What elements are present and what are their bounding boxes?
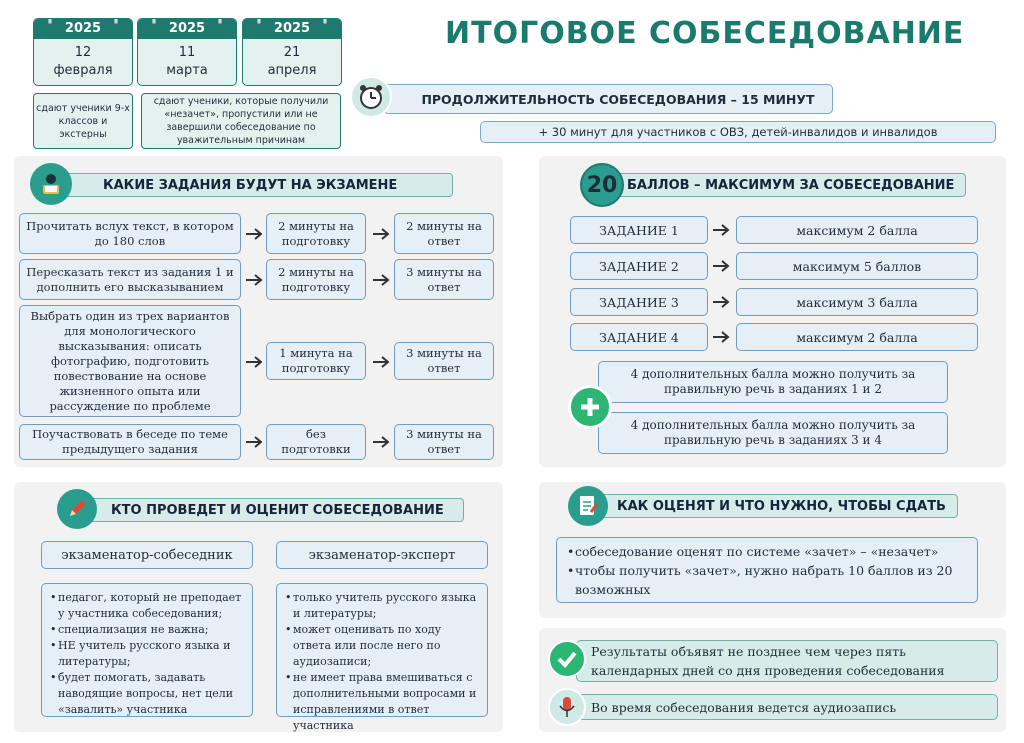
list-item: • НЕ учитель русского языка и литературы;: [50, 638, 244, 670]
date-card-2: [137, 18, 237, 86]
score-max-1: максимум 2 балла: [736, 216, 978, 244]
audio-note: Во время собеседования ведется аудиозапись: [576, 694, 998, 720]
arrow-right-icon: [372, 273, 390, 287]
bonus-2: 4 дополнительных балла можно получить за правильную речь в заданиях 3 и 4: [598, 412, 948, 454]
date-day: 11: [178, 45, 196, 60]
plus-icon: [568, 385, 612, 429]
duration-label: [383, 84, 833, 114]
arrow-right-icon: [712, 295, 730, 309]
list-item: • может оценивать по ходу ответа или после него по аудиозаписи;: [285, 622, 479, 670]
score-task-2: ЗАДАНИЕ 2: [570, 252, 708, 280]
interlocutor-title: экзаменатор-собеседник: [41, 541, 253, 569]
document-icon: [568, 486, 608, 526]
task-4-answer: 3 минуты на ответ: [394, 424, 494, 460]
arrow-right-icon: [712, 259, 730, 273]
arrow-right-icon: [372, 355, 390, 369]
duration-text: ПРОДОЛЖИТЕЛЬНОСТЬ СОБЕСЕДОВАНИЯ – 15 МИНУТ: [421, 91, 815, 107]
date-note-retake: сдают ученики, которые получили «незачет», пропустили или не завершили собеседование по уважительным причинам: [141, 93, 341, 149]
task-1-answer: 2 минуты на ответ: [394, 213, 494, 254]
interlocutor-list: [41, 583, 253, 717]
list-item: • чтобы получить «зачет», нужно набрать 10 баллов из 20 возможных: [567, 561, 967, 599]
grading-list: [556, 537, 978, 603]
list-item: • не имеет права вмешиваться с дополнительными вопросами и исправлениями в ответ участника: [285, 670, 479, 734]
date-month: февраля: [53, 63, 113, 78]
list-item: • будет помогать, задавать наводящие вопросы, нет цели «завалить» участника: [50, 670, 244, 718]
date-month: апреля: [267, 63, 317, 78]
score-max-3: максимум 3 балла: [736, 288, 978, 316]
date-note-first: сдают ученики 9-х классов и экстерны: [33, 93, 133, 149]
check-icon: [548, 640, 586, 678]
scores-header: БАЛЛОВ – МАКСИМУМ ЗА СОБЕСЕДОВАНИЕ: [604, 173, 966, 197]
arrow-right-icon: [245, 355, 263, 369]
arrow-right-icon: [245, 435, 263, 449]
date-card-1: [33, 18, 133, 86]
date-day: 12: [74, 45, 92, 60]
date-month: марта: [166, 63, 208, 78]
arrow-right-icon: [245, 227, 263, 241]
task-2-prep: 2 минуты на подготовку: [266, 259, 366, 300]
task-3: Выбрать один из трех вариантов для монологического высказывания: описать фотографию, подготовить повествование на основе жизненного опыта или рассуждение по проблеме: [19, 305, 241, 417]
list-item: • собеседование оценят по системе «зачет» – «незачет»: [567, 542, 967, 561]
score-task-4: ЗАДАНИЕ 4: [570, 323, 708, 351]
expert-list: [276, 583, 488, 732]
list-item: • педагог, который не преподает у участника собеседования;: [50, 590, 244, 622]
page-title: ИТОГОВОЕ СОБЕСЕДОВАНИЕ: [445, 16, 965, 51]
task-1-prep: 2 минуты на подготовку: [266, 213, 366, 254]
results-note: Результаты объявят не позднее чем через пять календарных дней со дня проведения собеседования: [576, 640, 998, 682]
arrow-right-icon: [372, 227, 390, 241]
score-task-1: ЗАДАНИЕ 1: [570, 216, 708, 244]
task-1: Прочитать вслух текст, в котором до 180 слов: [19, 213, 241, 254]
scores-badge-number: 20: [586, 172, 618, 198]
date-year: 2025: [243, 19, 341, 39]
student-icon: [30, 163, 72, 205]
microphone-icon: [548, 688, 586, 726]
pencil-icon: [57, 489, 97, 529]
grading-header: КАК ОЦЕНЯТ И ЧТО НУЖНО, ЧТОБЫ СДАТЬ: [596, 494, 958, 518]
examiners-header: КТО ПРОВЕДЕТ И ОЦЕНИТ СОБЕСЕДОВАНИЕ: [70, 498, 464, 522]
scores-badge: [580, 163, 624, 207]
date-day: 21: [283, 45, 301, 60]
date-year: 2025: [138, 19, 236, 39]
expert-title: экзаменатор-эксперт: [276, 541, 488, 569]
arrow-right-icon: [712, 223, 730, 237]
arrow-right-icon: [245, 273, 263, 287]
task-2-answer: 3 минуты на ответ: [394, 259, 494, 300]
task-3-answer: 3 минуты на ответ: [394, 342, 494, 380]
date-card-3: [242, 18, 342, 86]
tasks-header: КАКИЕ ЗАДАНИЯ БУДУТ НА ЭКЗАМЕНЕ: [60, 173, 453, 197]
task-4: Поучаствовать в беседе по теме предыдущего задания: [19, 424, 241, 460]
task-3-prep: 1 минута на подготовку: [266, 342, 366, 380]
arrow-right-icon: [712, 330, 730, 344]
score-max-2: максимум 5 баллов: [736, 252, 978, 280]
date-year: 2025: [34, 19, 132, 39]
score-max-4: максимум 2 балла: [736, 323, 978, 351]
task-2: Пересказать текст из задания 1 и дополнить его высказыванием: [19, 259, 241, 300]
list-item: • специализация не важна;: [50, 622, 244, 638]
arrow-right-icon: [372, 435, 390, 449]
duration-extra: + 30 минут для участников с ОВЗ, детей-инвалидов и инвалидов: [480, 121, 996, 143]
score-task-3: ЗАДАНИЕ 3: [570, 288, 708, 316]
clock-icon: [350, 76, 392, 118]
list-item: • только учитель русского языка и литературы;: [285, 590, 479, 622]
task-4-prep: без подготовки: [266, 424, 366, 460]
bonus-1: 4 дополнительных балла можно получить за правильную речь в заданиях 1 и 2: [598, 361, 948, 403]
